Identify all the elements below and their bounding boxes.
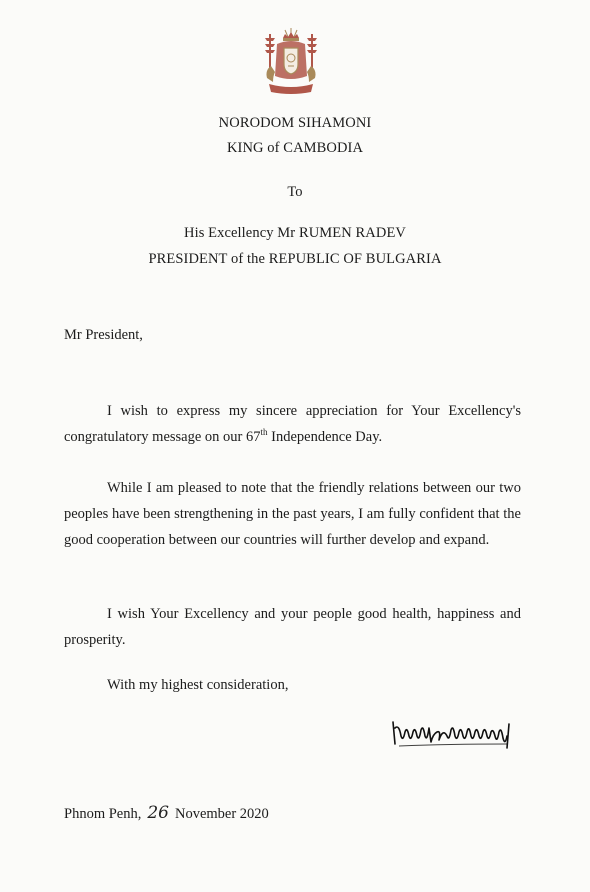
paragraph-appreciation	[64, 398, 521, 450]
date-place: Phnom Penh,	[64, 806, 142, 822]
paragraph-appreciation-tail: Independence Day.	[267, 429, 383, 445]
paragraph-appreciation-text: I wish to express my sincere appreciation for Your Excellency's congratulatory message on our 67	[64, 403, 521, 445]
signature-icon	[389, 714, 529, 750]
recipient-name: His Excellency Mr RUMEN RADEV	[184, 225, 406, 241]
date-day: 26	[147, 803, 169, 823]
royal-emblem-icon	[259, 26, 323, 98]
recipient-title: PRESIDENT of the REPUBLIC OF BULGARIA	[148, 251, 442, 267]
paragraph-relations: While I am pleased to note that the friendly relations between our two peoples have been strengthening in the past years, I am fully confident that the good cooperation between our countries will further develop and expand.	[64, 480, 521, 548]
date-month-year: November 2020	[174, 806, 269, 822]
date-line	[64, 803, 269, 823]
closing-line: With my highest consideration,	[107, 677, 289, 693]
salutation: Mr President,	[64, 327, 143, 343]
sender-title: KING of CAMBODIA	[226, 140, 364, 156]
paragraph-wishes: I wish Your Excellency and your people good health, happiness and prosperity.	[64, 606, 521, 648]
to-label: To	[287, 184, 303, 200]
ordinal-suffix: th	[260, 427, 268, 438]
sender-name: NORODOM SIHAMONI	[218, 115, 372, 131]
